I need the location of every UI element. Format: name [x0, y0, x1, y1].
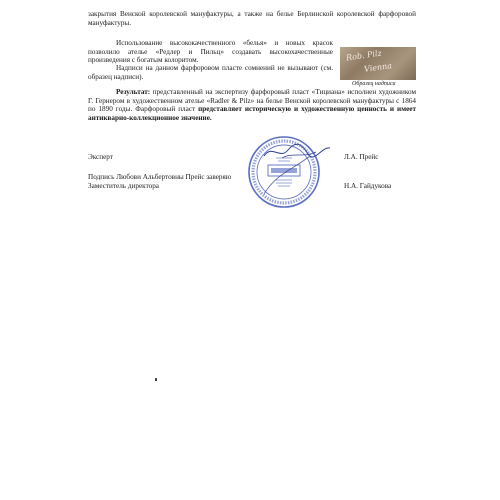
paragraph-intro: закрытия Венской королевской мануфактуры, а также на белье Берлинской королевской фарфоровой мануфактуры.: [88, 10, 416, 27]
inscription-sample-image: [340, 47, 416, 80]
expert-name: Л.А. Прейс: [344, 153, 379, 161]
paragraph-materials: Использование высококачественного «белья» и новых красок позволило ателье «Редлер и Пильц» создавать высокохачественные произведения с богатым колоритом.: [88, 39, 333, 65]
official-seal-icon: [246, 134, 322, 210]
paragraph-inscriptions: Надписи на данном фарфоровом пласте сомнений не вызывают (см. образец надписи).: [88, 64, 333, 81]
sample-caption: Образец надписи: [352, 81, 396, 87]
sample-word-2: Vienna: [363, 61, 393, 74]
result-conclusion: представляет историческую и художественную ценность и имеет антикварно-коллекционное значение.: [88, 105, 416, 122]
result-label: Результат:: [116, 88, 151, 96]
scan-mark: [155, 378, 157, 381]
expert-label: Эксперт: [88, 153, 113, 161]
paragraph-result: [88, 88, 416, 122]
deputy-name: Н.А. Гайдукова: [344, 182, 392, 190]
sample-word-1: Rob. Pilz: [345, 48, 383, 63]
result-text: представленный на экспертизу фарфоровый пласт «Тициана» исполнен художником Г. Гернером в художественном ателье «Radler & Pilz» на белье Венской королевской мануфактуры с 1864 по 1890 годы. Фарфоровый пласт: [88, 88, 416, 114]
deputy-label: Заместитель директора: [88, 182, 159, 190]
certify-text: Подпись Любови Альбертовны Прейс заверяю: [88, 173, 232, 181]
